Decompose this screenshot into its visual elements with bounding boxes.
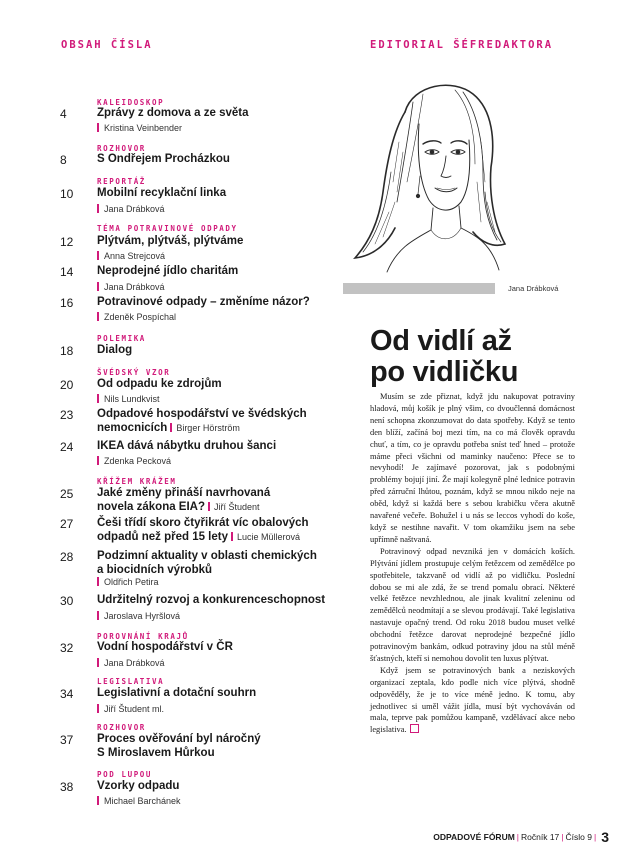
toc-author: Anna Strejcová	[97, 251, 165, 261]
toc-page-number: 34	[60, 687, 74, 701]
editorial-body	[370, 391, 575, 736]
editorial-heading: EDITORIAL ŠÉFREDAKTORA	[370, 39, 554, 51]
toc-author: Jana Drábková	[97, 282, 165, 292]
toc-category: POD LUPOU	[97, 770, 153, 779]
toc-category: KALEIDOSKOP	[97, 98, 165, 107]
footer-issue: Číslo 9	[565, 832, 592, 842]
toc-title: Udržitelný rozvoj a konkurenceschopnost	[97, 594, 326, 606]
editorial-headline	[370, 326, 600, 388]
toc-title: Legislativní a dotační souhrn	[97, 687, 257, 699]
toc-page-number: 18	[60, 344, 74, 358]
toc-author: Zdeněk Pospíchal	[97, 312, 176, 322]
editor-portrait-illustration	[343, 72, 515, 282]
toc-page-number: 20	[60, 378, 74, 392]
footer-magazine: ODPADOVÉ FÓRUM	[433, 832, 515, 842]
toc-author: Zdenka Pecková	[97, 456, 171, 466]
headline-line-1: Od vidlí až	[370, 325, 512, 357]
toc-page-number: 32	[60, 641, 74, 655]
toc-page-number: 24	[60, 440, 74, 454]
toc-page-number: 25	[60, 487, 74, 501]
toc-title: Plýtvám, plýtváš, plýtváme	[97, 235, 244, 247]
toc-page-number: 8	[60, 153, 67, 167]
toc-category: REPORTÁŽ	[97, 177, 146, 186]
toc-title	[97, 517, 322, 544]
toc-page-number: 37	[60, 733, 74, 747]
toc-page-number: 14	[60, 265, 74, 279]
toc-author: Nils Lundkvist	[97, 394, 160, 404]
toc-category: TÉMA POTRAVINOVÉ ODPADY	[97, 224, 238, 233]
toc-author: Jana Drábková	[97, 204, 165, 214]
toc-category: KŘÍŽEM KRÁŽEM	[97, 477, 177, 486]
toc-heading: OBSAH ČÍSLA	[61, 39, 153, 51]
toc-title	[97, 487, 297, 514]
toc-page-number: 27	[60, 517, 74, 531]
toc-page-number: 30	[60, 594, 74, 608]
toc-title: Vzorky odpadu	[97, 780, 180, 792]
toc-page-number: 16	[60, 296, 74, 310]
toc-author: Oldřich Petira	[97, 577, 159, 587]
toc-author: Lucie Müllerová	[228, 532, 300, 542]
footer-page-number: 3	[601, 829, 609, 845]
editorial-paragraph: Musím se zde přiznat, když jdu nakupovat potraviny hladová, můj košík je plný všim, co dvoučlenná domácnost není schopna zkonzumovat do data spotřeby. Když se tento den blíží, začíná boj mezi tím, na co má člověk opravdu chuť, a tím, co je opravdu potřeba sníst teď hned – protože máme přeci všichni od maminky naučeno: Přece se to nevyhodí! Je zajímavé pozorovat, jak s podobnými problémy bojují jiní. Že mají kolegyně plné lednice potravin před zárruční lhůtou, poznám, když se mnou nikdo neje na oběd, když si každá bere s sebou krabičku včera akutně navařené večeře. Bohužel i u nás se leccos vyhodí do koše, když se nestihne navařit. V tom okamžiku jsem na sebe upřímně naštvaná.	[370, 392, 575, 544]
footer-volume: Ročník 17	[521, 832, 560, 842]
photo-caption: Jana Drábková	[508, 284, 559, 293]
toc-author: Kristina Veinbender	[97, 123, 182, 133]
editorial-paragraph: Potravinový odpad nevzniká jen v domácích koších. Plýtvání jídlem prostupuje celým řetězcem od zemědělce po spotřebitele, takzvaně od vidlí až po vidličku. Poslední dobou se mi ale zdá, že se trend pomalu obrací. Některé velké řetězce nevzhlednou, ale jinak kvalitní zeleninu od zemědělců neodmítají a se slevou prodávají. Také legislativa nastavuje opačný trend. Od roku 2018 budou muset velké obchodní řetězce darovat neprodejné bezpečné jídlo potravinovým bankám, odkud potraviny jdou na stůl méně šťastných, kteří si nemohou dovolit ten luxus plýtvat.	[370, 546, 575, 663]
page-footer: ODPADOVÉ FÓRUM | Ročník 17 | Číslo 9 | 3	[433, 829, 609, 845]
toc-title: Od odpadu ke zdrojům	[97, 378, 222, 390]
photo-caption-bar	[343, 283, 495, 294]
toc-title: Zprávy z domova a ze světa	[97, 107, 249, 119]
toc-author: Jana Drábková	[97, 658, 165, 668]
toc-category: ROZHOVOR	[97, 144, 146, 153]
toc-category: POLEMIKA	[97, 334, 146, 343]
toc-title-text: Češi třídí skoro čtyřikrát víc obalových odpadů než před 15 lety	[97, 517, 309, 543]
toc-title	[97, 408, 327, 435]
editorial-paragraph-text: Když jsem se potravinových bank a neziskových organizací zeptala, kdo podle nich více plýtvá, shodně odpověděly, že je to více méně jedno. K tomu, aby jednotlivec si uměl vážit jídla, musí být vychováván od mala, teprve pak pomůžou kampaně, vzdělávací akce nebo legislativa.	[370, 665, 575, 735]
toc-page-number: 4	[60, 107, 67, 121]
headline-line-2: po vidličku	[370, 356, 519, 388]
toc-author: Jaroslava Hyršlová	[97, 611, 180, 621]
toc-page-number: 23	[60, 408, 74, 422]
toc-title: Mobilní recyklační linka	[97, 187, 227, 199]
toc-author: Michael Barchánek	[97, 796, 181, 806]
toc-title: Vodní hospodářství v ČR	[97, 641, 233, 653]
toc-author: Birger Hörström	[167, 423, 240, 433]
toc-title: Neprodejné jídlo charitám	[97, 265, 239, 277]
toc-category: ROZHOVOR	[97, 723, 146, 732]
toc-author: Jiří Študent	[205, 502, 260, 512]
toc-category: ŠVÉDSKÝ VZOR	[97, 368, 171, 377]
toc-title-text: Jaké změny přináší navrhovaná novela zákona EIA?	[97, 487, 271, 513]
toc-page-number: 10	[60, 187, 74, 201]
toc-author: Jiří Študent ml.	[97, 704, 164, 714]
toc-category: LEGISLATIVA	[97, 677, 165, 686]
toc-category: POROVNÁNÍ KRAJŮ	[97, 632, 189, 641]
toc-page-number: 28	[60, 550, 74, 564]
toc-title: Proces ověřování byl náročný S Miroslavem Hůrkou	[97, 733, 261, 759]
toc-title: Potravinové odpady – změníme názor?	[97, 296, 310, 308]
toc-title: IKEA dává nábytku druhou šanci	[97, 440, 277, 452]
toc-title: Podzimní aktuality v oblasti chemických a biocidních výrobků	[97, 550, 317, 576]
editorial-paragraph	[370, 665, 575, 736]
toc-page-number: 12	[60, 235, 74, 249]
end-mark-icon	[410, 724, 419, 733]
toc-title-text: Odpadové hospodářství ve švédských nemocnicích	[97, 408, 307, 434]
toc-title: S Ondřejem Procházkou	[97, 153, 230, 165]
toc-page-number: 38	[60, 780, 74, 794]
toc-title: Dialog	[97, 344, 133, 356]
